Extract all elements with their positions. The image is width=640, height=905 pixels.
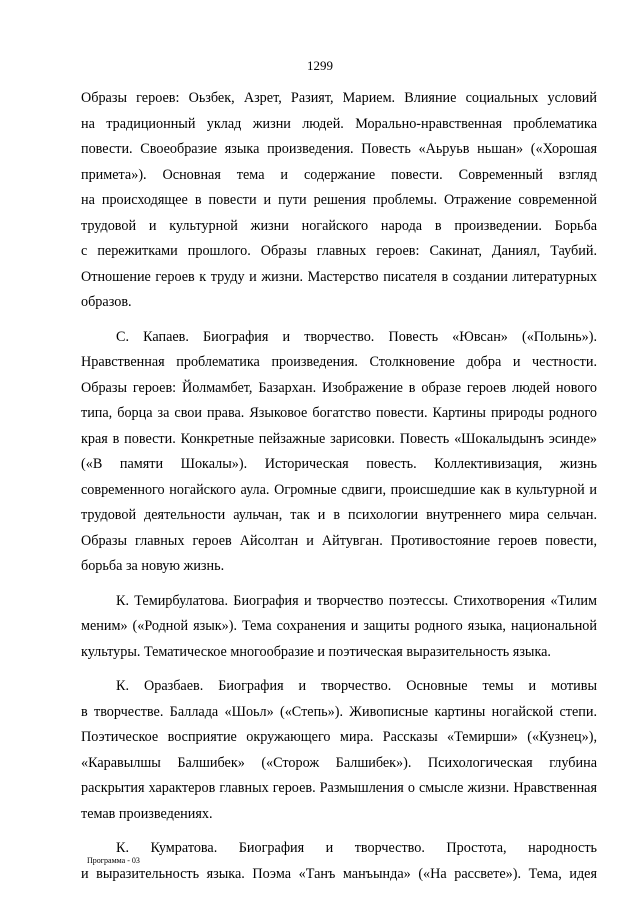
footer-label: Программа - 03 <box>87 856 140 865</box>
text-line: борьба за новую жизнь. <box>81 558 225 574</box>
text-line: современного ногайского аула. Огромные сдвиги, происшедшие как в культурной и <box>81 481 597 498</box>
text-line: («В памяти Шокалы»). Историческая повесть. Коллективизация, жизнь <box>81 456 597 472</box>
paragraph <box>81 589 597 666</box>
text-line: примета»). Основная тема и содержание повести. Современный взгляд <box>81 166 597 183</box>
paragraph <box>81 674 597 827</box>
text-line: Отношение героев к труду и жизни. Мастерство писателя в создании литературных <box>81 268 597 285</box>
text-line: раскрытия характеров главных героев. Размышления о смысле жизни. Нравственная <box>81 780 597 796</box>
document-body <box>81 86 597 896</box>
text-line: С. Капаев. Биография и творчество. Повесть «Ювсан» («Полынь»). <box>116 328 597 345</box>
text-line: темав произведениях. <box>81 805 213 822</box>
text-line: К. Оразбаев. Биография и творчество. Основные темы и мотивы <box>116 678 597 694</box>
text-line: в творчестве. Баллада «Шоьл» («Степь»). Живописные картины ногайской степи. <box>81 703 597 720</box>
text-line: трудовой деятельности аульчан, так и в психологии внутреннего мира сельчан. <box>81 507 597 523</box>
paragraph <box>81 86 597 316</box>
text-line: К. Темирбулатова. Биография и творчество поэтессы. Стихотворения «Тилим <box>116 592 597 609</box>
text-line: на происходящее в повести и пути решения проблемы. Отражение современной <box>81 192 597 208</box>
text-line: повести. Своеобразие языка произведения. Повесть «Аьруьв ньшан» («Хорошая <box>81 141 597 157</box>
text-line: типа, борца за свои права. Языковое богатство повести. Картины природы родного <box>81 405 597 421</box>
paragraph <box>81 325 597 580</box>
text-line: на традиционный уклад жизни людей. Морально-нравственная проблематика <box>81 115 597 132</box>
paragraph <box>81 836 597 887</box>
text-line: трудовой и культурной жизни ногайского народа в произведении. Борьба <box>81 217 597 234</box>
page-number: 1299 <box>307 58 333 73</box>
text-line: Образы героев: Оьзбек, Азрет, Разият, Марием. Влияние социальных условий <box>81 90 597 106</box>
text-line: К. Кумратова. Биография и творчество. Простота, народность <box>116 840 597 856</box>
text-line: края в повести. Конкретные пейзажные зарисовки. Повесть «Шокалыдынъ эсинде» <box>81 430 597 447</box>
text-line: меним» («Родной язык»). Тема сохранения и защиты родного языка, национальной <box>81 618 597 634</box>
text-line: Образы главных героев Айсолтан и Айтувган. Противостояние героев повести, <box>81 532 597 549</box>
text-line: культуры. Тематическое многообразие и поэтическая выразительность языка. <box>81 643 551 660</box>
text-line: Образы героев: Йолмамбет, Базархан. Изображение в образе героев людей нового <box>81 379 597 396</box>
text-line: образов. <box>81 294 132 310</box>
text-line: Нравственная проблематика произведения. Столкновение добра и честности. <box>81 354 597 370</box>
text-line: с пережитками прошлого. Образы главных героев: Сакинат, Даниял, Таубий. <box>81 243 597 259</box>
text-line: Поэтическое восприятие окружающего мира. Рассказы «Темирши» («Кузнец»), <box>81 729 597 745</box>
text-line: «Каравылшы Балшибек» («Сторож Балшибек»). Психологическая глубина <box>81 754 597 771</box>
text-line: и выразительность языка. Поэма «Танъ манъында» («На рассвете»). Тема, идея <box>81 865 597 882</box>
